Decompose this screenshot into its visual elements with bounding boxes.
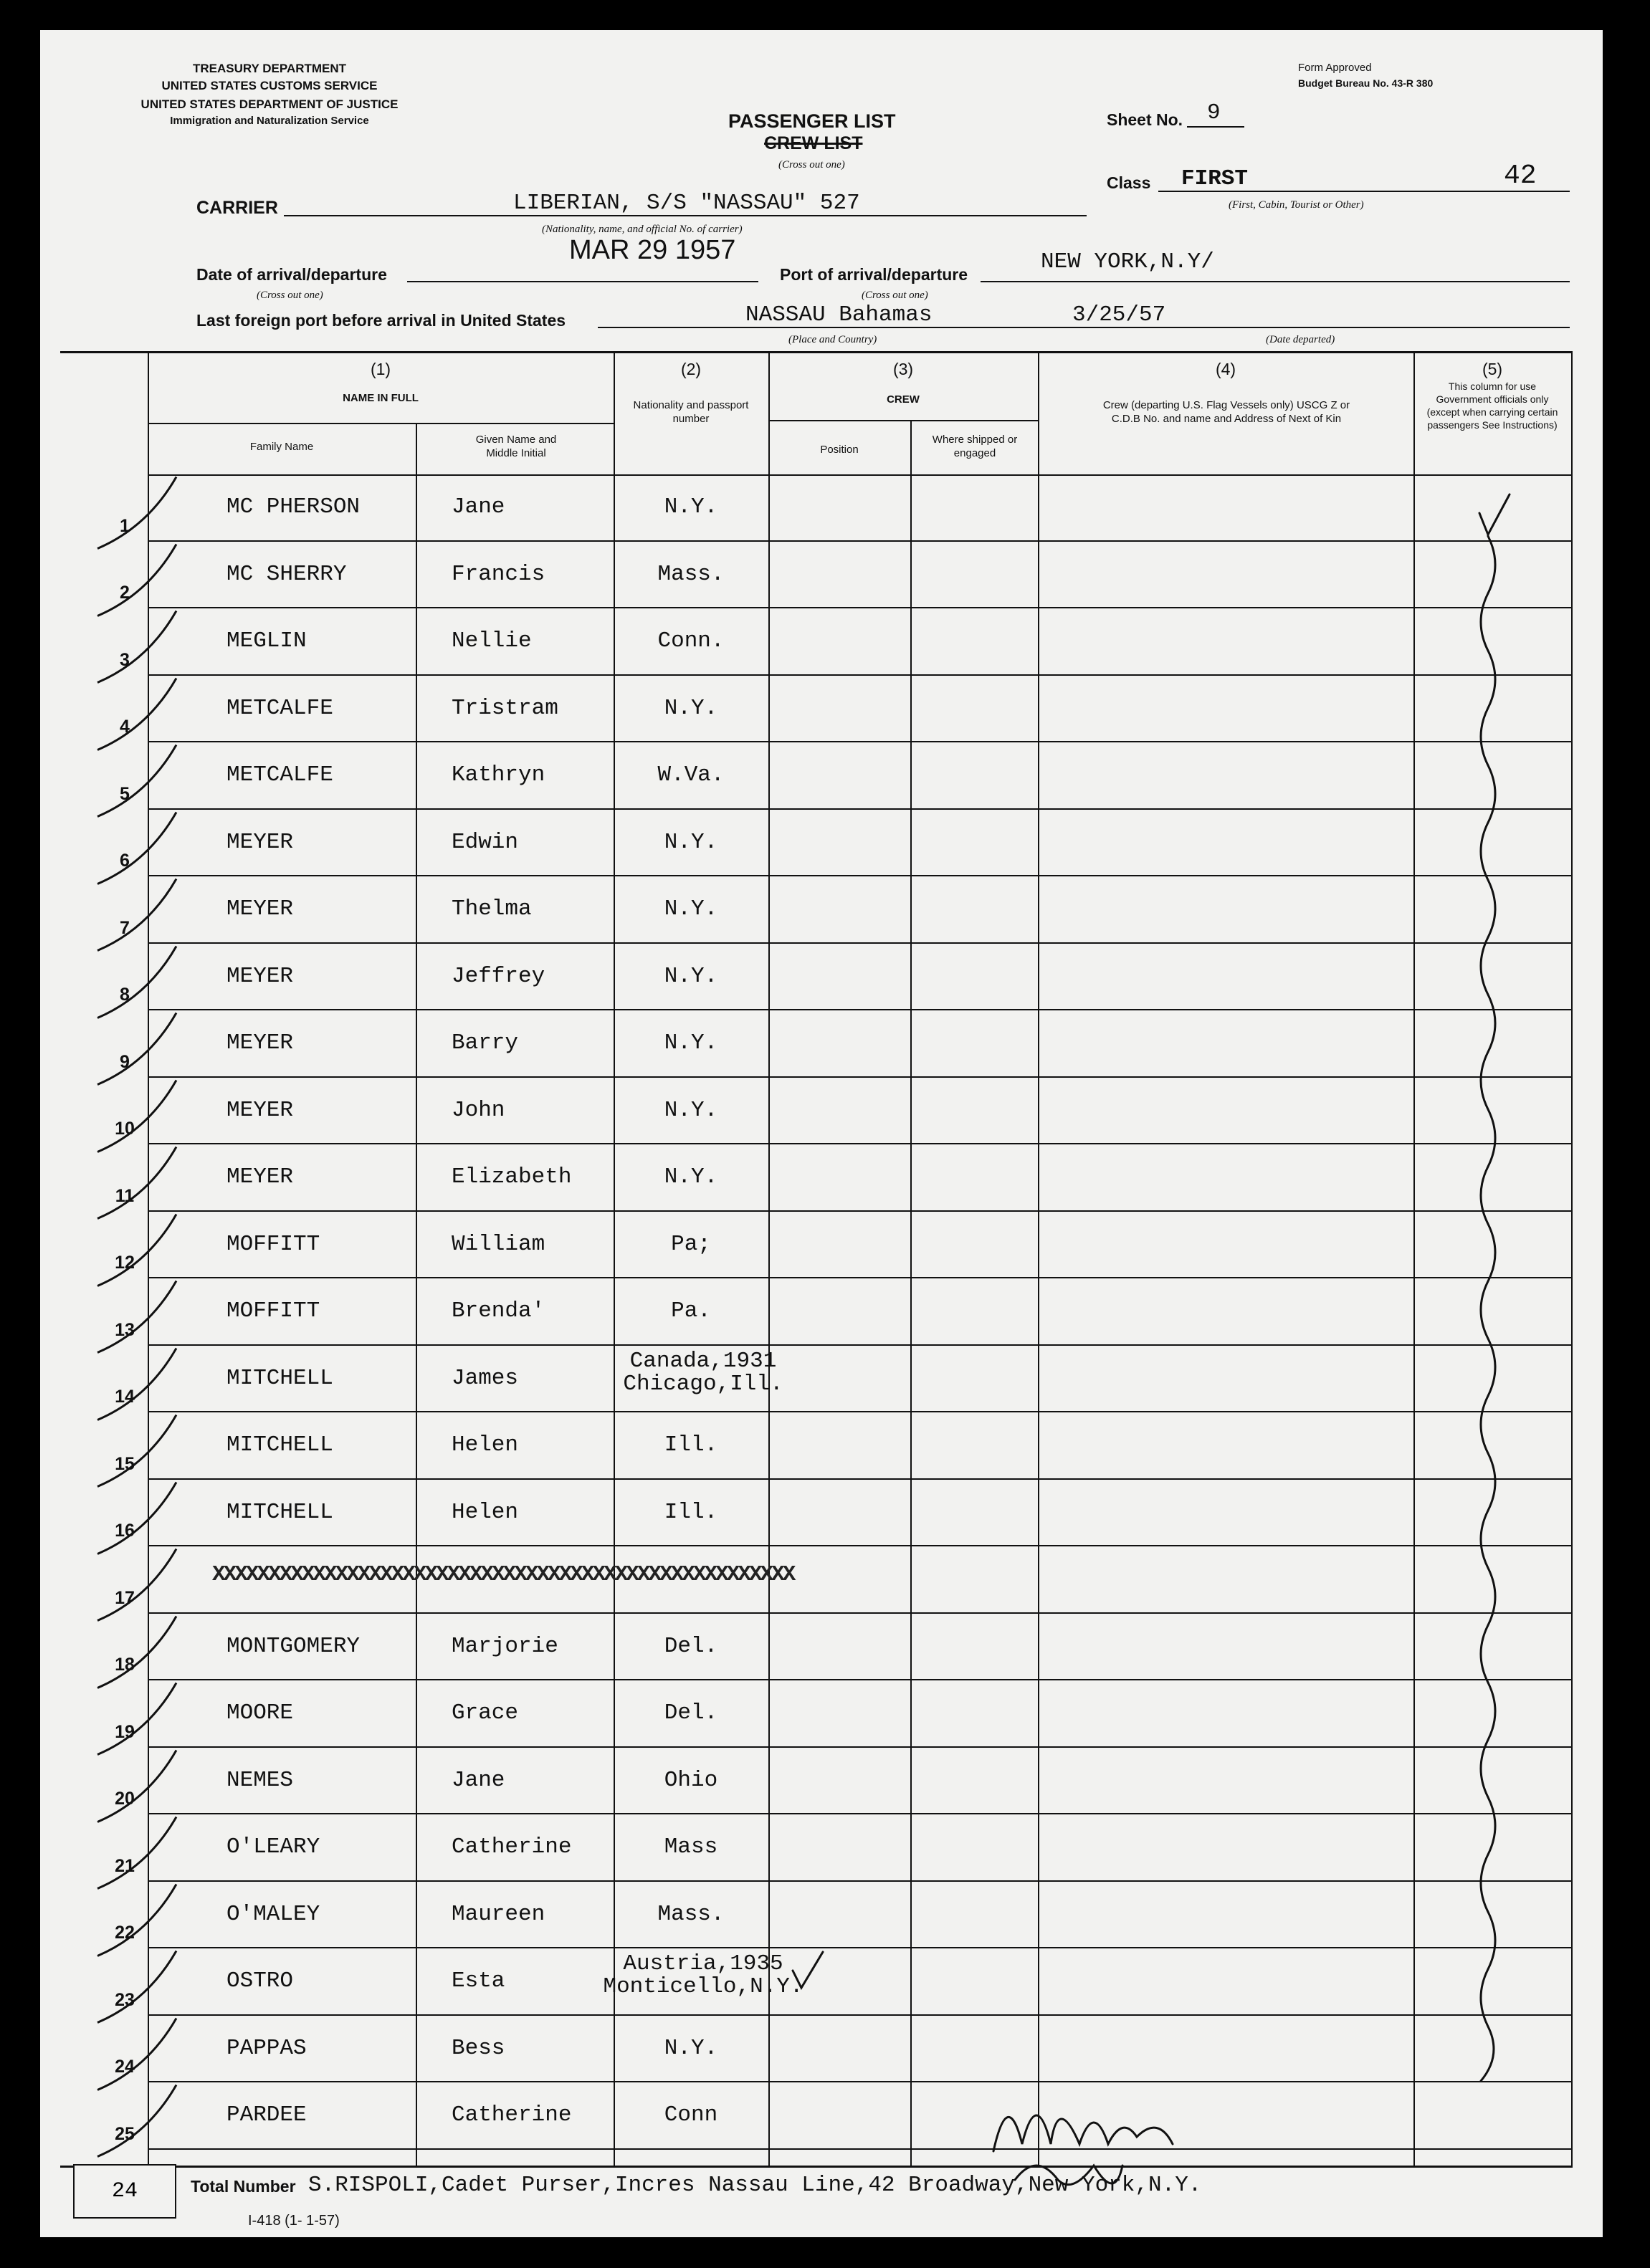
nationality-cell: Pa; — [671, 1231, 711, 1257]
port-value: NEW YORK,N.Y/ — [1041, 249, 1214, 274]
port-hint: (Cross out one) — [862, 290, 928, 301]
given-name-cell: Jeffrey — [452, 963, 545, 989]
check-mark-row23 — [793, 1952, 823, 1988]
family-name-cell: MC PHERSON — [226, 494, 361, 520]
given-name-cell: Brenda' — [452, 1298, 545, 1324]
port-label: Port of arrival/departure — [780, 265, 968, 284]
family-name-cell: O'MALEY — [226, 1901, 320, 1927]
family-name-cell: MEYER — [226, 1030, 294, 1056]
row-number: 6 — [120, 851, 130, 871]
family-name-cell: METCALFE — [226, 695, 333, 721]
footer-box-value: 24 — [111, 2179, 138, 2204]
given-name-cell: Elizabeth — [452, 1164, 572, 1190]
row-number: 19 — [115, 1721, 135, 1742]
nationality-cell: Mass — [664, 1834, 718, 1860]
given-name-cell: Edwin — [452, 829, 519, 855]
row-number: 25 — [115, 2123, 135, 2144]
class-label: Class — [1107, 173, 1151, 192]
given-name-cell: Catherine — [452, 2102, 572, 2128]
nationality-cell: N.Y. — [664, 896, 718, 922]
total-number-label: Total Number — [191, 2177, 296, 2196]
sheet-label: Sheet No. — [1107, 110, 1183, 129]
row-number: 17 — [115, 1587, 135, 1608]
col1-num: (1) — [370, 360, 391, 378]
row-number: 23 — [115, 1989, 135, 2010]
class-value: FIRST — [1181, 166, 1249, 191]
family-name-cell: O'LEARY — [226, 1834, 320, 1860]
family-name-cell: MITCHELL — [226, 1499, 333, 1525]
row-number: 10 — [115, 1119, 135, 1139]
nationality-cell: N.Y. — [664, 1030, 718, 1056]
family-name-cell: MEYER — [226, 896, 294, 922]
position-head: Position — [820, 444, 859, 456]
family-name-cell: MC SHERRY — [226, 561, 347, 587]
given-name-cell: Tristram — [452, 695, 558, 721]
col4-num: (4) — [1215, 360, 1236, 378]
row-number: 20 — [115, 1789, 135, 1809]
last-port-label: Last foreign port before arrival in United States — [196, 311, 566, 330]
nationality-cell: Mass. — [657, 1901, 725, 1927]
nationality-cell: N.Y. — [664, 494, 718, 520]
given-name-cell: Jane — [452, 1767, 505, 1793]
row-number: 1 — [120, 515, 130, 536]
given-name-cell: Marjorie — [452, 1633, 558, 1659]
date-hint: (Cross out one) — [257, 290, 323, 301]
date-departed-hint: (Date departed) — [1266, 334, 1335, 345]
nationality-cell: N.Y. — [664, 829, 718, 855]
row-number: 15 — [115, 1453, 135, 1474]
crew-list-struck: CREW LIST — [764, 133, 863, 153]
footer-box — [73, 2164, 176, 2219]
family-name-cell: PARDEE — [226, 2102, 307, 2128]
given-name-cell: Maureen — [452, 1901, 545, 1927]
row-number: 11 — [115, 1185, 135, 1206]
row-number: 21 — [115, 1855, 135, 1876]
family-name-head: Family Name — [249, 441, 314, 453]
family-name-cell: MOORE — [226, 1700, 294, 1726]
document-sheet — [40, 30, 1603, 2237]
nationality-cell: N.Y. — [664, 1097, 718, 1123]
given-name-cell: Barry — [452, 1030, 519, 1056]
carrier-label: CARRIER — [196, 198, 278, 218]
nationality-cell: N.Y. — [664, 1164, 718, 1190]
given-name-cell: Kathryn — [452, 762, 545, 788]
family-name-cell: PAPPAS — [226, 2035, 307, 2061]
budget-bureau: Budget Bureau No. 43-R 380 — [1298, 77, 1434, 89]
family-name-cell: MONTGOMERY — [226, 1633, 361, 1659]
title-cross-hint: (Cross out one) — [778, 159, 845, 171]
given-name-head: Given Name and Middle Initial — [475, 434, 557, 459]
row-number: 22 — [115, 1923, 135, 1943]
purser-line: S.RISPOLI,Cadet Purser,Incres Nassau Line,42 Broadway,New York,N.Y. — [308, 2173, 1202, 2198]
nationality-cell: N.Y. — [664, 2035, 718, 2061]
row-number: 18 — [115, 1655, 135, 1675]
given-name-cell: Helen — [452, 1432, 519, 1458]
page-title: PASSENGER LIST — [728, 110, 896, 132]
nationality-cell: N.Y. — [664, 963, 718, 989]
row-number: 13 — [115, 1319, 135, 1340]
row-number: 7 — [120, 917, 130, 938]
carrier-hint: (Nationality, name, and official No. of carrier) — [542, 224, 743, 235]
row-number: 14 — [115, 1387, 135, 1407]
nationality-cell: Del. — [664, 1633, 718, 1659]
row-number: 8 — [120, 985, 130, 1005]
date-label: Date of arrival/departure — [196, 265, 387, 284]
count-value: 42 — [1504, 161, 1537, 191]
nationality-cell: Austria,1935 Monticello,N.Y. — [603, 1951, 803, 1999]
family-name-cell: MITCHELL — [226, 1365, 333, 1391]
given-name-cell: William — [452, 1231, 545, 1257]
col1-title: NAME IN FULL — [343, 392, 419, 404]
dept-line-2: UNITED STATES CUSTOMS SERVICE — [161, 79, 378, 92]
arrival-stamp: MAR 29 1957 — [569, 235, 736, 265]
struck-out-entry: XXXXXXXXXXXXXXXXXXXXXXXXXXXXXXXXXXXXXXXXXXXXXXXXXXXX — [212, 1562, 794, 1587]
row-number: 12 — [115, 1253, 135, 1273]
row-number: 2 — [120, 583, 130, 603]
given-name-cell: Esta — [452, 1968, 505, 1994]
column5-squiggle — [1481, 536, 1495, 2081]
family-name-cell: NEMES — [226, 1767, 294, 1793]
given-name-cell: Francis — [452, 561, 545, 587]
family-name-cell: MEYER — [226, 829, 294, 855]
nationality-cell: N.Y. — [664, 695, 718, 721]
nationality-cell: Mass. — [657, 561, 725, 587]
sheet-value: 9 — [1207, 100, 1221, 125]
last-port-hint: (Place and Country) — [788, 334, 877, 345]
handwritten-marks — [40, 30, 1603, 2237]
nationality-cell: W.Va. — [657, 762, 725, 788]
col5-num: (5) — [1482, 360, 1503, 378]
nationality-cell: Ill. — [664, 1432, 718, 1458]
class-hint: (First, Cabin, Tourist or Other) — [1229, 199, 1364, 211]
family-name-cell: MEYER — [226, 963, 294, 989]
carrier-value: LIBERIAN, S/S "NASSAU" 527 — [513, 191, 860, 216]
row-number: 9 — [120, 1051, 130, 1072]
row-number: 24 — [115, 2057, 135, 2077]
given-name-cell: John — [452, 1097, 505, 1123]
given-name-cell: Bess — [452, 2035, 505, 2061]
col3-num: (3) — [892, 360, 914, 378]
nationality-cell: Conn. — [657, 628, 725, 654]
family-name-cell: MEGLIN — [226, 628, 307, 654]
col2-num: (2) — [680, 360, 702, 378]
date-departed-value: 3/25/57 — [1072, 302, 1166, 327]
nationality-cell: Ill. — [664, 1499, 718, 1525]
nationality-cell: Canada,1931 Chicago,Ill. — [623, 1348, 783, 1397]
row-number: 5 — [120, 783, 130, 804]
dept-line-3: UNITED STATES DEPARTMENT OF JUSTICE — [140, 97, 399, 111]
family-name-cell: METCALFE — [226, 762, 333, 788]
nationality-cell: Ohio — [664, 1767, 718, 1793]
form-code: I-418 (1- 1-57) — [248, 2213, 340, 2229]
col3-title: CREW — [887, 393, 920, 406]
family-name-cell: OSTRO — [226, 1968, 294, 1994]
given-name-cell: Nellie — [452, 628, 532, 654]
nationality-cell: Conn — [664, 2102, 718, 2128]
dept-line-1: TREASURY DEPARTMENT — [192, 62, 347, 75]
nationality-cell: Pa. — [671, 1298, 711, 1324]
row-number: 3 — [120, 649, 130, 670]
row-number: 16 — [115, 1521, 135, 1541]
family-name-cell: MOFFITT — [226, 1231, 320, 1257]
given-name-cell: Jane — [452, 494, 505, 520]
family-name-cell: MEYER — [226, 1164, 294, 1190]
check-mark-row1 — [1479, 494, 1510, 535]
form-approved: Form Approved — [1298, 62, 1372, 74]
last-port-value: NASSAU Bahamas — [745, 302, 933, 327]
given-name-cell: Thelma — [452, 896, 532, 922]
where-head: Where shipped or engaged — [932, 434, 1018, 459]
family-name-cell: MOFFITT — [226, 1298, 320, 1324]
col2-title: Nationality and passport number — [633, 399, 749, 425]
row-number: 4 — [120, 717, 130, 737]
family-name-cell: MEYER — [226, 1097, 294, 1123]
dept-line-4: Immigration and Naturalization Service — [170, 115, 369, 127]
given-name-cell: Catherine — [452, 1834, 572, 1860]
given-name-cell: Grace — [452, 1700, 519, 1726]
given-name-cell: Helen — [452, 1499, 519, 1525]
nationality-cell: Del. — [664, 1700, 718, 1726]
col4-title: Crew (departing U.S. Flag Vessels only) USCG Z or C.D.B No. and name and Address of Next of Kin — [1102, 399, 1350, 425]
family-name-cell: MITCHELL — [226, 1432, 333, 1458]
col5-title: This column for use Government officials only (except when carrying certain passengers See Instructions) — [1426, 381, 1558, 431]
given-name-cell: James — [452, 1365, 519, 1391]
